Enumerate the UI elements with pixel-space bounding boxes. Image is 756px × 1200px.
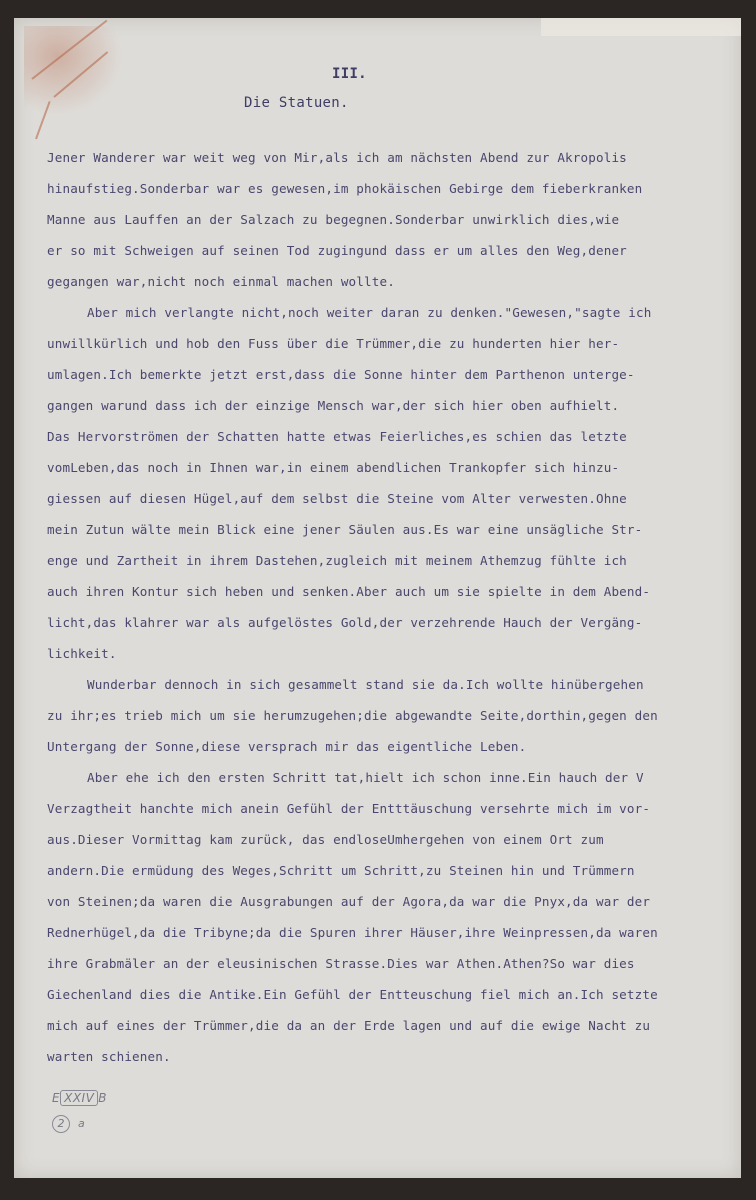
- archive-signature-suffix: B: [98, 1091, 108, 1105]
- text-line: Das Hervorströmen der Schatten hatte etwas Feierliches,es schien das letzte: [47, 429, 627, 444]
- text-line: gangen warund dass ich der einzige Mensch war,der sich hier oben aufhielt.: [47, 398, 620, 413]
- archive-signature-box: XXIV: [60, 1090, 98, 1106]
- page-number-circle: 2: [52, 1115, 70, 1133]
- archive-signature: [52, 1091, 107, 1105]
- text-line: lichkeit.: [47, 646, 117, 661]
- corner-tear-line: [35, 101, 51, 139]
- page-number-mark: [52, 1115, 107, 1133]
- text-line: andern.Die ermüdung des Weges,Schritt um Schritt,zu Steinen hin und Trümmern: [47, 863, 635, 878]
- text-line: Aber ehe ich den ersten Schritt tat,hielt ich schon inne.Ein hauch der V: [87, 770, 644, 785]
- paper-sheet: [14, 18, 741, 1178]
- archive-marks: [52, 1091, 107, 1133]
- text-line: Untergang der Sonne,diese versprach mir das eigentliche Leben.: [47, 739, 527, 754]
- text-line: giessen auf diesen Hügel,auf dem selbst die Steine vom Alter verwesten.Ohne: [47, 491, 627, 506]
- text-line: mich auf eines der Trümmer,die da an der Erde lagen und auf die ewige Nacht zu: [47, 1018, 651, 1033]
- text-line: Wunderbar dennoch in sich gesammelt stand sie da.Ich wollte hinübergehen: [87, 677, 644, 692]
- text-line: er so mit Schweigen auf seinen Tod zugingund dass er um alles den Weg,dener: [47, 243, 627, 258]
- tape-strip: [541, 18, 741, 36]
- text-line: enge und Zartheit in ihrem Dastehen,zugleich mit meinem Athemzug fühlte ich: [47, 553, 627, 568]
- text-line: unwillkürlich und hob den Fuss über die Trümmer,die zu hunderten hier her-: [47, 336, 620, 351]
- text-line: hinaufstieg.Sonderbar war es gewesen,im phokäischen Gebirge dem fieberkranken: [47, 181, 643, 196]
- text-line: aus.Dieser Vormittag kam zurück, das endloseUmhergehen von einem Ort zum: [47, 832, 604, 847]
- text-line: umlagen.Ich bemerkte jetzt erst,dass die Sonne hinter dem Parthenon unterge-: [47, 367, 635, 382]
- text-line: ihre Grabmäler an der eleusinischen Strasse.Dies war Athen.Athen?So war dies: [47, 956, 635, 971]
- text-line: Jener Wanderer war weit weg von Mir,als ich am nächsten Abend zur Akropolis: [47, 150, 627, 165]
- corner-tear-line: [31, 20, 107, 80]
- page-note: a: [78, 1117, 85, 1130]
- text-line: Verzagtheit hanchte mich anein Gefühl der Entttäuschung versehrte mich im vor-: [47, 801, 651, 816]
- text-line: mein Zutun wälte mein Blick eine jener Säulen aus.Es war eine unsägliche Str-: [47, 522, 643, 537]
- text-line: Giechenland dies die Antike.Ein Gefühl der Entteuschung fiel mich an.Ich setzte: [47, 987, 658, 1002]
- text-line: von Steinen;da waren die Ausgrabungen auf der Agora,da war die Pnyx,da war der: [47, 894, 651, 909]
- text-line: auch ihren Kontur sich heben und senken.Aber auch um sie spielte in dem Abend-: [47, 584, 651, 599]
- text-line: vomLeben,das noch in Ihnen war,in einem abendlichen Trankopfer sich hinzu-: [47, 460, 620, 475]
- text-line: licht,das klahrer war als aufgelöstes Gold,der verzehrende Hauch der Vergäng-: [47, 615, 643, 630]
- text-line: zu ihr;es trieb mich um sie herumzugehen;die abgewandte Seite,dorthin,gegen den: [47, 708, 658, 723]
- chapter-title: Die Statuen.: [244, 95, 349, 111]
- text-line: Manne aus Lauffen an der Salzach zu begegnen.Sonderbar unwirklich dies,wie: [47, 212, 620, 227]
- text-line: gegangen war,nicht noch einmal machen wollte.: [47, 274, 395, 289]
- typed-text-body: [47, 142, 737, 1072]
- archive-signature-prefix: E: [52, 1091, 61, 1105]
- text-line: Aber mich verlangte nicht,noch weiter daran zu denken."Gewesen,"sagte ich: [87, 305, 652, 320]
- text-line: warten schienen.: [47, 1049, 171, 1064]
- chapter-number: III.: [332, 66, 367, 82]
- corner-tear-line: [53, 51, 108, 98]
- text-line: Rednerhügel,da die Tribyne;da die Spuren ihrer Häuser,ihre Weinpressen,da waren: [47, 925, 658, 940]
